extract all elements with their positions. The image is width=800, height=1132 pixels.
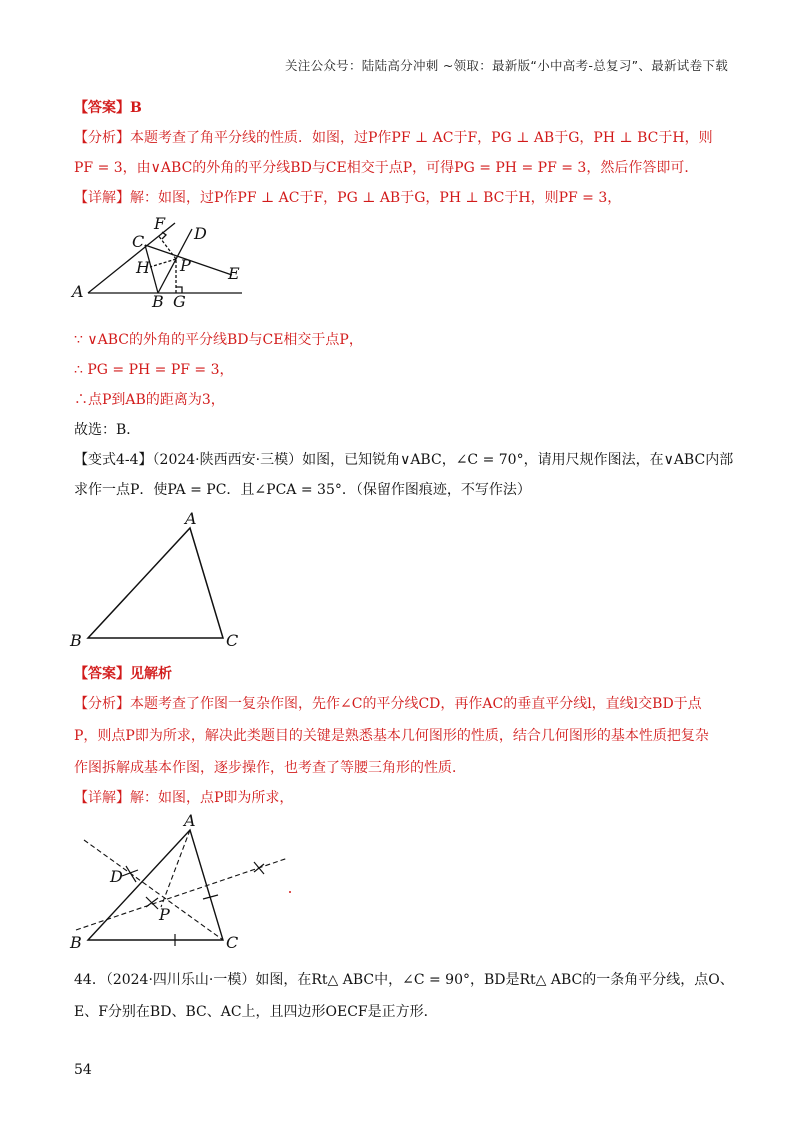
variant-line-2: 求作一点P．使PA = PC．且∠PCA = 35°．（保留作图痕迹，不写作法） [74,482,531,498]
analysis2-line-3: 作图拆解成基本作图，逐步操作，也考查了等腰三角形的性质． [74,760,466,776]
step-line-2: ∴ PG = PH = PF = 3， [74,362,234,378]
label-f: F [154,215,166,233]
label-c: C [226,631,239,650]
label-b: B [70,933,82,952]
label-d: D [194,224,207,243]
problem-line-1: 44．（2024·四川乐山·一模）如图，在Rt△ ABC中，∠C = 90°，BD是Rt△ ABC的一条角平分线，点O、 [74,972,734,988]
segment-pa [161,830,190,907]
analysis-line-1: 【分析】本题考查了角平分线的性质．如图，过P作PF ⊥ AC于F，PG ⊥ AB于G，PH ⊥ BC于H，则 [74,130,713,146]
label-g: G [173,292,186,310]
label-h: H [136,258,150,277]
step-line-1: ∵ ∨ABC的外角的平分线BD与CE相交于点P， [74,332,363,348]
step-line-3: ∴点P到AB的距离为3， [74,392,225,408]
arc-mark-d2 [122,870,138,876]
figure-3-construction [66,812,306,954]
choose-line: 故选：B． [74,422,141,438]
answer-line-2: 【答案】见解析 [74,666,172,682]
red-dot [289,891,291,893]
analysis2-line-2: P，则点P即为所求，解决此类题目的关键是熟悉基本几何图形的性质，结合几何图形的基本性质把复杂 [74,728,709,744]
label-d: D [110,867,123,886]
figure-2-triangle [68,508,258,653]
page-number: 54 [74,1062,92,1078]
page-header: 关注公众号：陆陆高分冲刺 ~领取：最新版“小中高考-总复习”、最新试卷下载 [284,58,728,73]
detail-line-2: 【详解】解：如图，点P即为所求， [74,790,294,806]
perpendicular-bisector-l [76,858,288,930]
problem-line-2: E、F分别在BD、BC、AC上，且四边形OECF是正方形． [74,1004,438,1020]
detail-line: 【详解】解：如图，过P作PF ⊥ AC于F，PG ⊥ AB于G，PH ⊥ BC于H，则PF = 3， [74,190,622,206]
label-a: A [185,509,197,528]
right-angle-f [162,232,166,239]
label-p: P [180,256,191,275]
label-c: C [132,232,145,251]
label-b: B [70,631,82,650]
label-c: C [226,933,239,952]
answer-line: 【答案】B [74,100,142,116]
label-b: B [152,292,164,310]
variant-line-1: 【变式4-4】（2024·陕西西安·三模）如图，已知锐角∨ABC，∠C = 70°，请用尺规作图法，在∨ABC内部 [74,452,734,468]
triangle-abc [88,528,223,638]
analysis2-line-1: 【分析】本题考查了作图一复杂作图，先作∠C的平分线CD，再作AC的垂直平分线l，直线l交BD于点 [74,696,702,712]
label-p: P [159,905,170,924]
arc-mark-r2 [254,864,264,872]
label-e: E [228,264,240,283]
analysis-line-2: PF = 3，由∨ABC的外角的平分线BD与CE相交于点P，可得PG = PH = PF = 3，然后作答即可． [74,160,699,176]
figure-1-diagram [70,215,260,310]
label-a: A [72,282,84,301]
triangle-abc [88,830,223,940]
bisector-cd [84,840,223,940]
label-a: A [184,812,196,830]
